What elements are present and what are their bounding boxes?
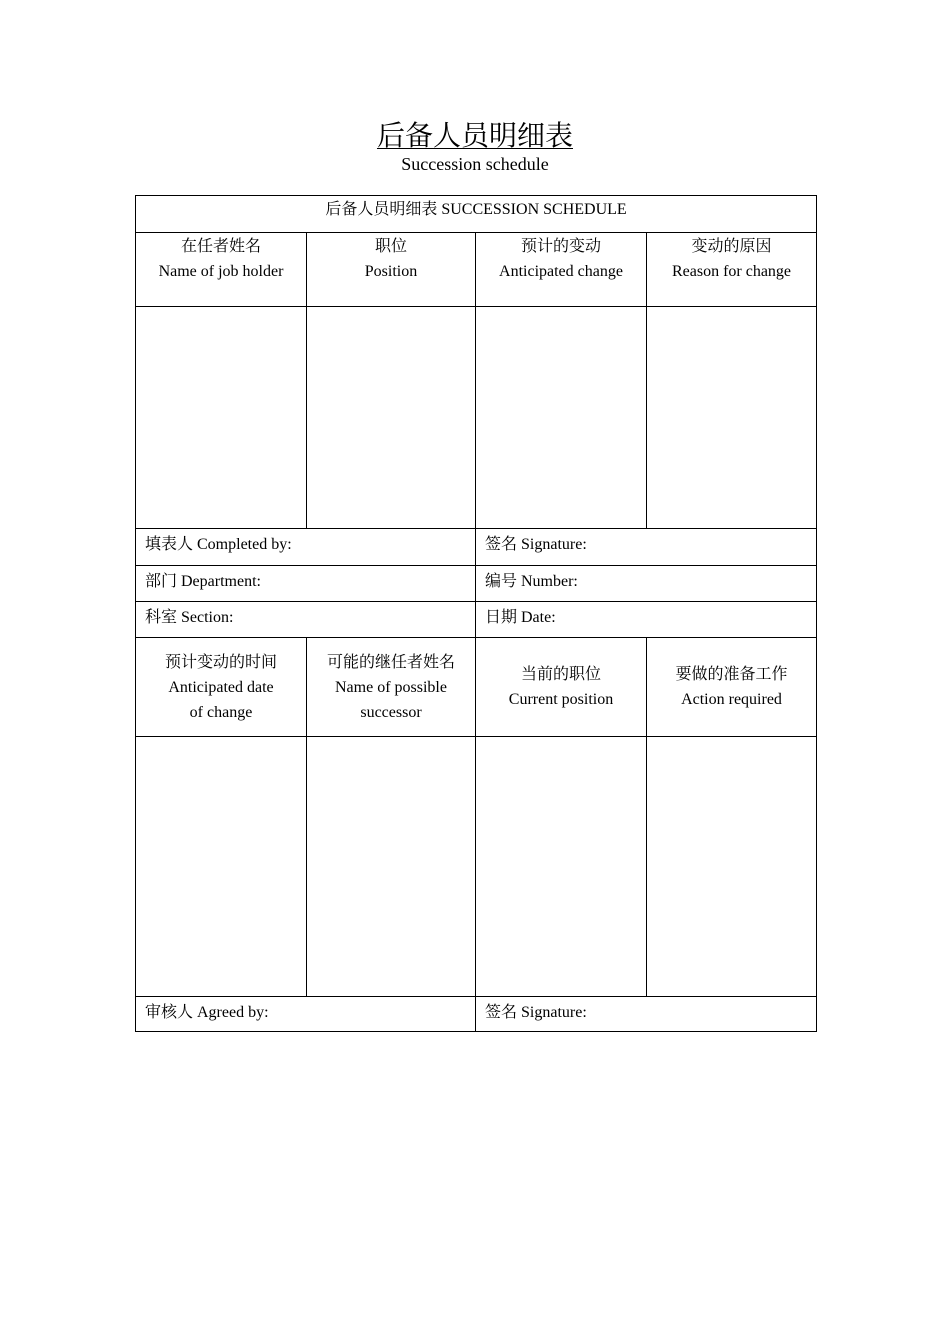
succession-table xyxy=(135,195,817,1032)
department-field[interactable]: 部门 Department: xyxy=(136,566,476,602)
header-reason-for-change-cn: 变动的原因 xyxy=(691,238,772,255)
department-row xyxy=(136,566,817,602)
header-anticipated-date-en1: Anticipated date xyxy=(168,678,274,696)
header-action-required-cn: 要做的准备工作 xyxy=(675,666,788,683)
banner-row xyxy=(136,196,817,233)
header-anticipated-date-en2: of change xyxy=(189,703,253,721)
header-possible-successor-en2: successor xyxy=(360,703,422,721)
header-anticipated-date-cn: 预计变动的时间 xyxy=(164,653,277,671)
header-job-holder-cn: 在任者姓名 xyxy=(180,238,261,255)
header-anticipated-date xyxy=(136,638,307,737)
entry-anticipated-change-cell[interactable] xyxy=(476,307,647,529)
header-position xyxy=(307,233,476,307)
page-title: 后备人员明细表 xyxy=(376,121,573,152)
header-anticipated-change-cn: 预计的变动 xyxy=(520,238,601,255)
header-current-position xyxy=(476,638,647,737)
date-field[interactable]: 日期 Date: xyxy=(476,602,817,638)
header-position-en: Position xyxy=(364,263,418,280)
signature-field-1[interactable]: 签名 Signature: xyxy=(476,529,817,566)
table-banner: 后备人员明细表 SUCCESSION SCHEDULE xyxy=(136,196,817,233)
entry-reason-cell[interactable] xyxy=(647,307,817,529)
agreed-by-row xyxy=(136,997,817,1032)
header-job-holder xyxy=(136,233,307,307)
entry-action-required-cell[interactable] xyxy=(647,737,817,997)
header-possible-successor-en1: Name of possible xyxy=(335,678,447,696)
header-position-cn: 职位 xyxy=(374,238,407,255)
section-row xyxy=(136,602,817,638)
entry-position-cell[interactable] xyxy=(307,307,476,529)
completed-by-row xyxy=(136,529,817,566)
number-field[interactable]: 编号 Number: xyxy=(476,566,817,602)
entry-row-2 xyxy=(136,737,817,997)
completed-by-field[interactable]: 填表人 Completed by: xyxy=(136,529,476,566)
section-field[interactable]: 科室 Section: xyxy=(136,602,476,638)
entry-row-1 xyxy=(136,307,817,529)
header-action-required xyxy=(647,638,817,737)
header-job-holder-en: Name of job holder xyxy=(158,263,284,280)
header-row-2 xyxy=(136,638,817,737)
header-reason-for-change-en: Reason for change xyxy=(671,263,792,280)
header-anticipated-change-en: Anticipated change xyxy=(499,263,623,280)
header-row-1 xyxy=(136,233,817,307)
header-possible-successor xyxy=(307,638,476,737)
entry-current-position-cell[interactable] xyxy=(476,737,647,997)
entry-successor-cell[interactable] xyxy=(307,737,476,997)
agreed-by-field[interactable]: 审核人 Agreed by: xyxy=(136,997,476,1032)
header-action-required-en: Action required xyxy=(681,691,782,708)
entry-job-holder-cell[interactable] xyxy=(136,307,307,529)
page-subtitle: Succession schedule xyxy=(401,154,549,174)
header-current-position-en: Current position xyxy=(508,691,614,708)
entry-anticipated-date-cell[interactable] xyxy=(136,737,307,997)
header-reason-for-change xyxy=(647,233,817,307)
header-current-position-cn: 当前的职位 xyxy=(520,666,601,683)
header-anticipated-change xyxy=(476,233,647,307)
signature-field-2[interactable]: 签名 Signature: xyxy=(476,997,817,1032)
header-possible-successor-cn: 可能的继任者姓名 xyxy=(326,653,455,671)
